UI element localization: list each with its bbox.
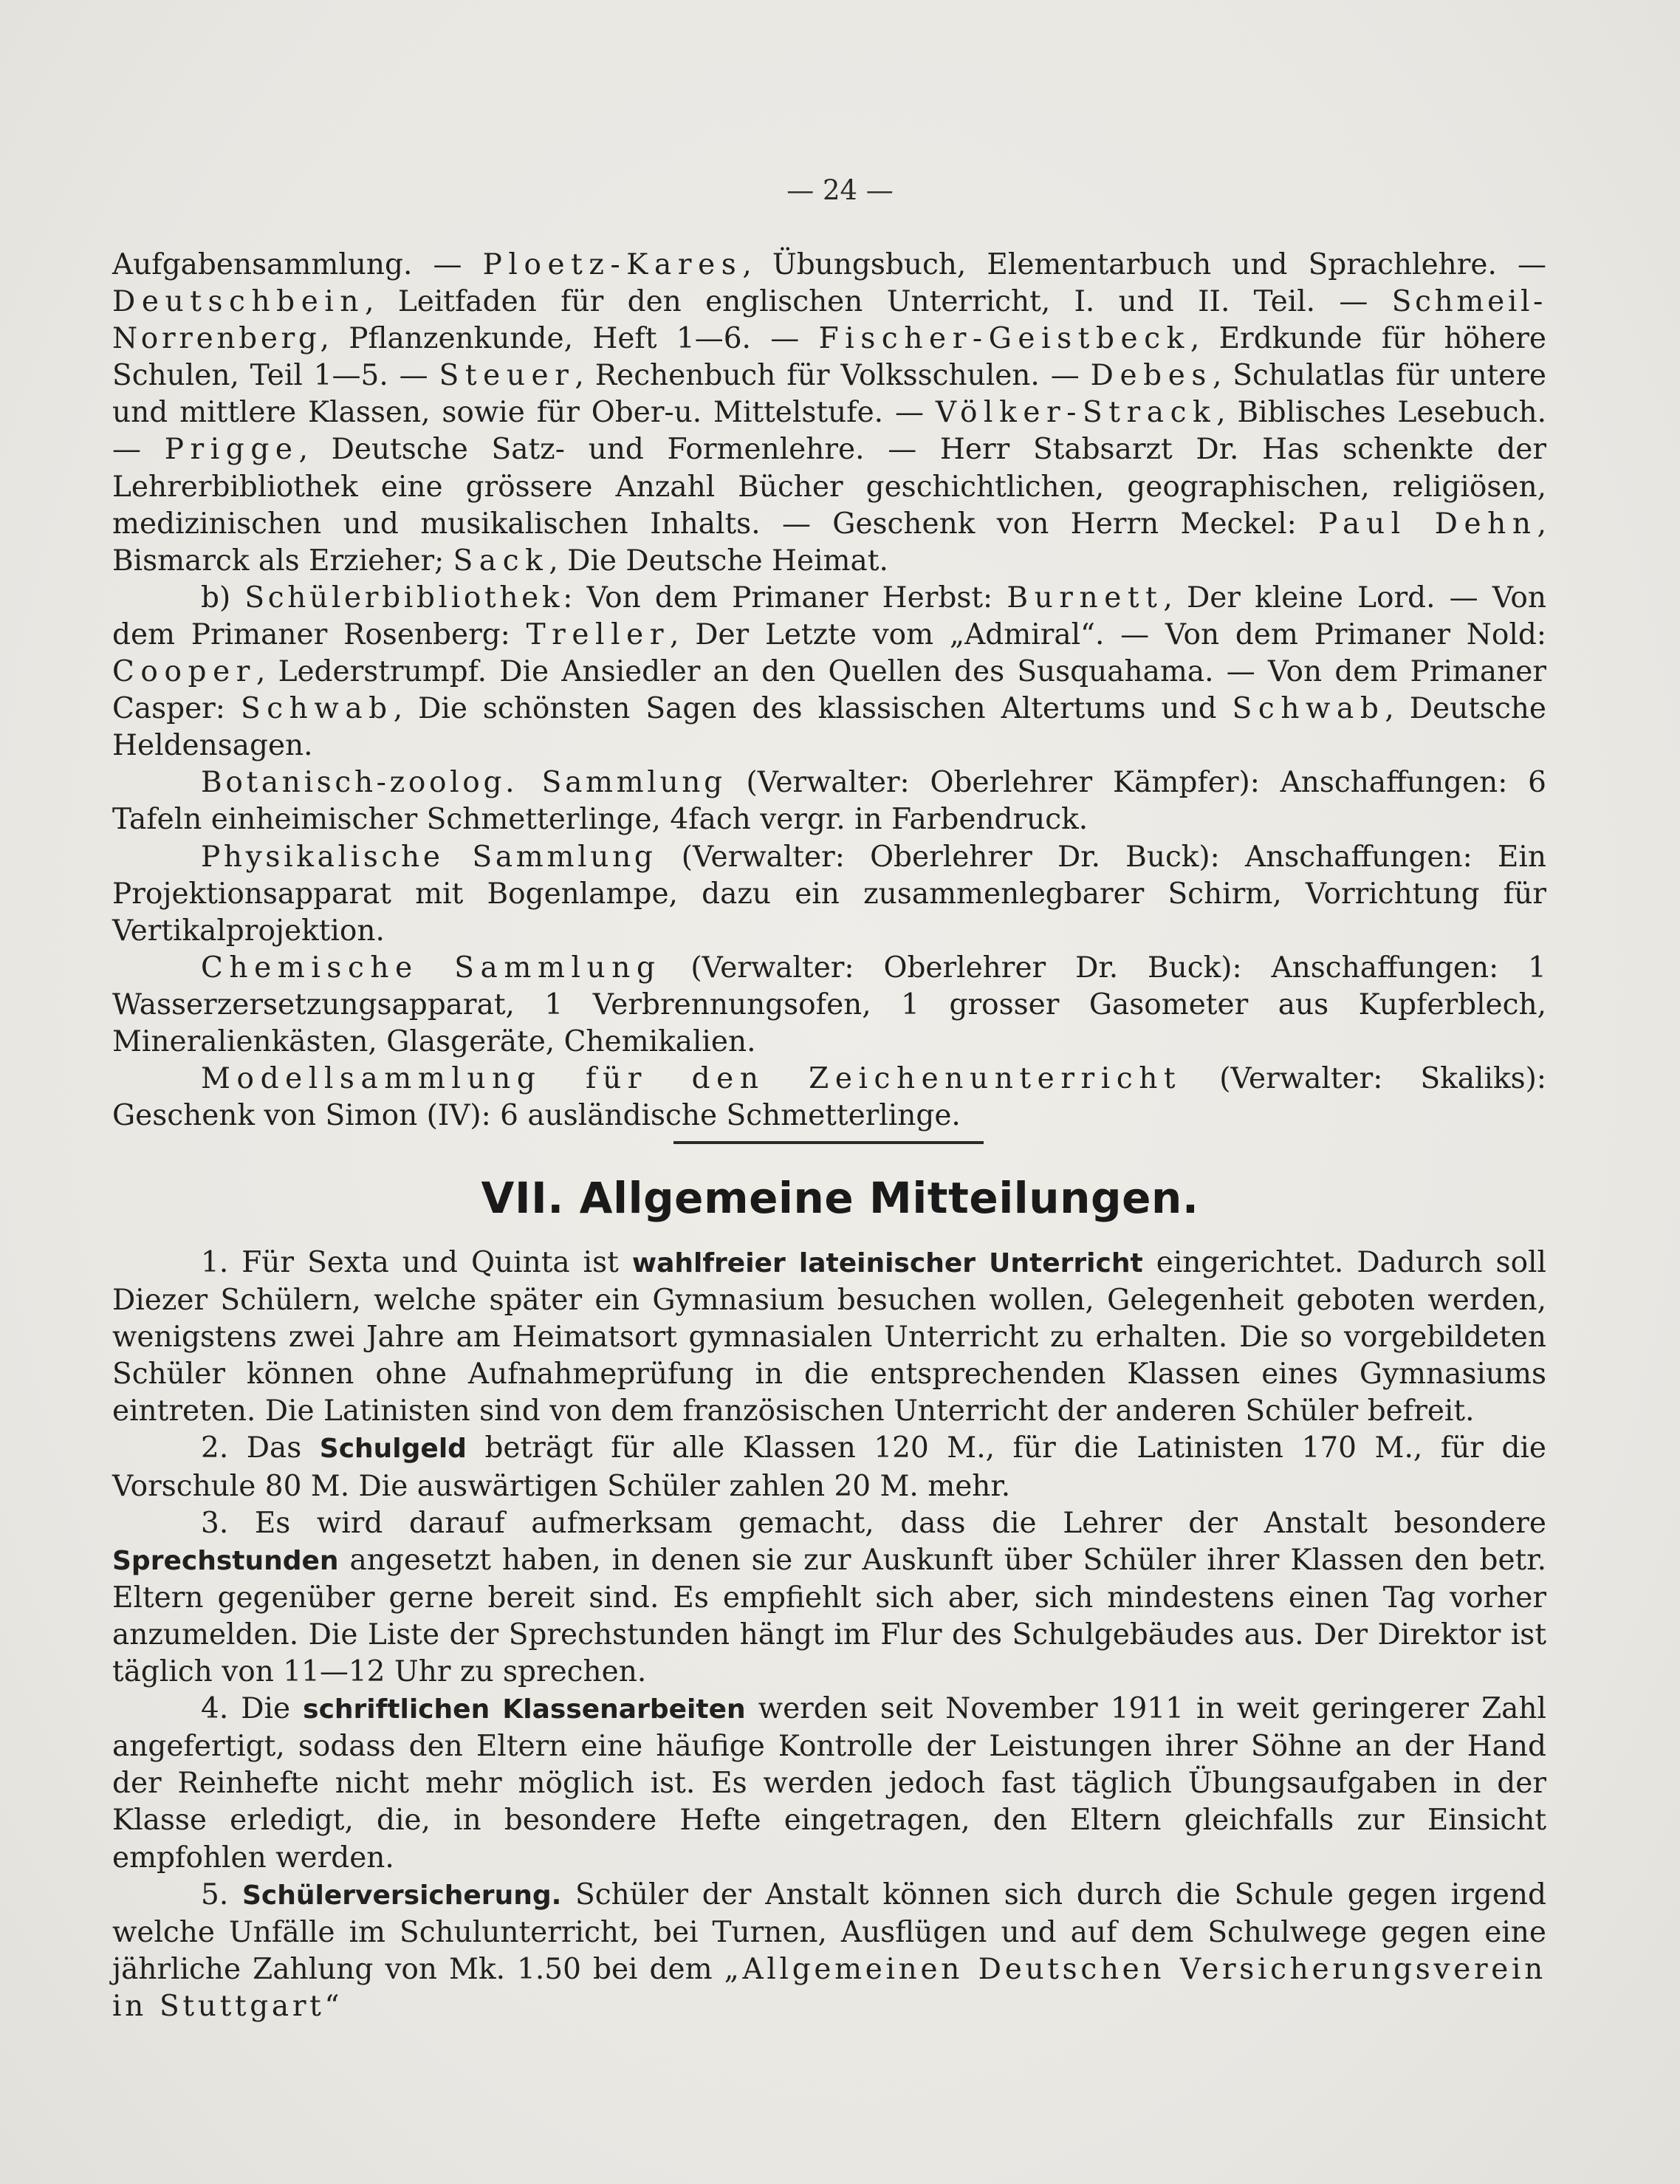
consultation-hours-item: 3. Es wird darauf aufmerksam gemacht, dass die Lehrer der Anstalt besondere Sprechstunden angesetzt haben, in denen sie zur Auskunft über Schüler ihrer Klassen den betr. Eltern gegenüber gerne bereit sind. Es empfiehlt sich aber, sich mindestens einen Tag vorher anzumelden. Die Liste der Sprechstunden hängt im Flur des Schulgebäudes aus. Der Direktor ist täglich von 11—12 Uhr zu sprechen.: [112, 1506, 1546, 1689]
modellsammlung-paragraph: Modellsammlung für den Zeichenunterricht (Verwalter: Skaliks): Geschenk von Simon (IV): 6 ausländische Schmetterlinge.: [112, 1062, 1546, 1133]
student-insurance-item: 5. Schülerversicherung. Schüler der Anstalt können sich durch die Schule gegen irgend welche Unfälle im Schulunterricht, bei Turnen, Ausflügen und auf dem Schulwege gegen eine jährliche Zahlung von Mk. 1.50 bei dem „Allgemeinen Deutschen Versicherungsverein in Stuttgart“: [112, 1877, 1547, 2023]
botanisch-zoolog-sammlung-paragraph: Botanisch-zoolog. Sammlung (Verwalter: Oberlehrer Kämpfer): Anschaffungen: 6 Tafeln einheimischer Schmetterlinge, 4fach vergr. in Farbendruck.: [112, 766, 1546, 837]
section-vi-continuation: [112, 247, 1546, 1134]
school-fee-item: 2. Das Schulgeld beträgt für alle Klassen 120 M., für die Latinisten 170 M., für die Vorschule 80 M. Die auswärtigen Schüler zahlen 20 M. mehr.: [112, 1431, 1546, 1503]
lehrerbibliothek-paragraph: Aufgabensammlung. — Ploetz-Kares, Übungsbuch, Elementarbuch und Sprachlehre. — Deutschbein, Leitfaden für den englischen Unterricht, I. und II. Teil. — Schmeil-Norrenberg, Pflanzenkunde, Heft 1—6. — Fischer-Geistbeck, Erdkunde für höhere Schulen, Teil 1—5. — Steuer, Rechenbuch für Volksschulen. — Debes, Schulatlas für untere und mittlere Klassen, sowie für Ober-u. Mittelstufe. — Völker-Strack, Biblisches Lesebuch. — Prigge, Deutsche Satz- und Formenlehre. — Herr Stabsarzt Dr. Has schenkte der Lehrerbibliothek eine grössere Anzahl Bücher geschichtlichen, geographischen, religiösen, medizinischen und musikalischen Inhalts. — Geschenk von Herrn Meckel: Paul Dehn, Bismarck als Erzieher; Sack, Die Deutsche Heimat.: [112, 248, 1547, 578]
section-divider-rule: [673, 1141, 984, 1144]
latin-instruction-item: 1. Für Sexta und Quinta ist wahlfreier lateinischer Unterricht eingerichtet. Dadurch soll Diezer Schülern, welche später ein Gymnasium besuchen wollen, Gelegenheit geboten werden, wenigstens zwei Jahre am Heimatsort gymnasialen Unterricht zu erhalten. Die so vorgebildeten Schüler können ohne Aufnahmeprüfung in die entsprechenden Klassen eines Gymnasiums eintreten. Die Latinisten sind von dem französischen Unterricht der anderen Schüler befreit.: [112, 1246, 1546, 1428]
physikalische-sammlung-paragraph: Physikalische Sammlung (Verwalter: Oberlehrer Dr. Buck): Anschaffungen: Ein Projektionsapparat mit Bogenlampe, dazu ein zusammenlegbarer Schirm, Vorrichtung für Vertikalprojektion.: [112, 840, 1546, 948]
section-vii-heading: VII. Allgemeine Mitteilungen.: [481, 1173, 1199, 1223]
chemische-sammlung-paragraph: Chemische Sammlung (Verwalter: Oberlehrer Dr. Buck): Anschaffungen: 1 Wasserzersetzungsapparat, 1 Verbrennungsofen, 1 grosser Gasometer aus Kupferblech, Mineralienkästen, Glasgeräte, Chemikalien.: [112, 951, 1546, 1058]
schuelerbibliothek-paragraph: b) Schülerbibliothek: Von dem Primaner Herbst: Burnett, Der kleine Lord. — Von dem Primaner Rosenberg: Treller, Der Letzte vom „Admiral“. — Von dem Primaner Nold: Cooper, Lederstrumpf. Die Ansiedler an den Quellen des Susquahama. — Von dem Primaner Casper: Schwab, Die schönsten Sagen des klassischen Altertums und Schwab, Deutsche Heldensagen.: [112, 581, 1547, 763]
section-vii-body: [112, 1245, 1546, 2025]
page-number: — 24 —: [786, 174, 894, 206]
class-work-item: 4. Die schriftlichen Klassenarbeiten werden seit November 1911 in weit geringerer Zahl angefertigt, sodass den Eltern eine häufige Kontrolle der Leistungen ihrer Söhne an der Hand der Reinhefte nicht mehr möglich ist. Es werden jedoch fast täglich Übungsaufgaben in der Klasse erledigt, die, in besondere Hefte eingetragen, den Eltern gleichfalls zur Einsicht empfohlen werden.: [112, 1692, 1547, 1875]
